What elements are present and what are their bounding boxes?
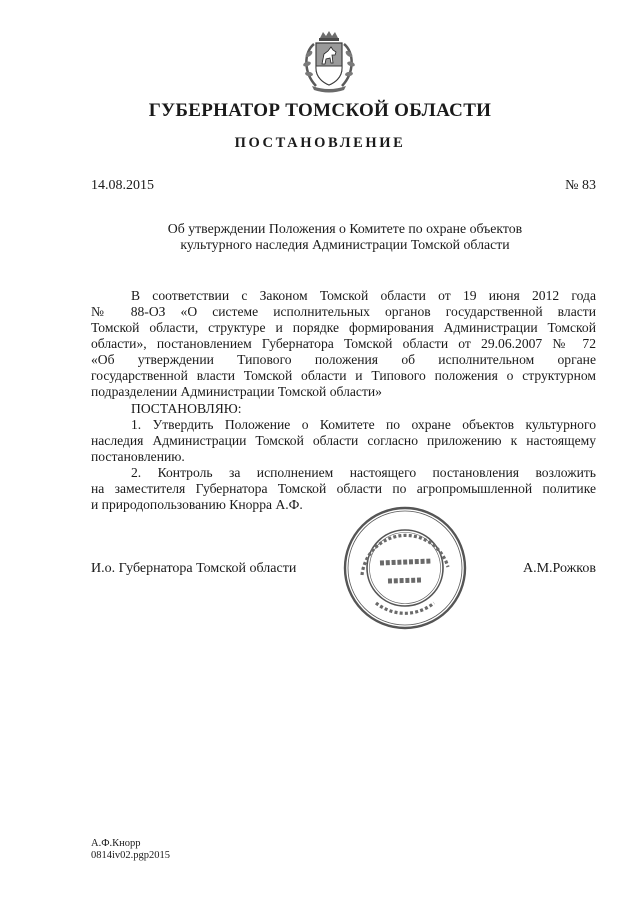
coat-of-arms-icon [300, 30, 358, 94]
signatory-title: И.о. Губернатора Томской области [91, 561, 297, 576]
file-code: 0814iv02.pgp2015 [91, 850, 171, 861]
subject-line: культурного наследия Администрации Томской области [180, 237, 510, 252]
item-line: 2. Контроль за исполнением настоящего постановления возложить [131, 465, 596, 480]
executor-name: А.Ф.Кнорр [91, 838, 141, 849]
preamble-paragraph [91, 288, 596, 400]
item-line: и природопользованию Кнорра А.Ф. [91, 497, 303, 512]
document-type-heading: ПОСТАНОВЛЕНИЕ [234, 135, 406, 151]
preamble-line: «Об утверждении Типового положения об исполнительном органе [91, 352, 596, 367]
document-date: 14.08.2015 [91, 178, 154, 193]
round-stamp-icon [342, 505, 468, 631]
preamble-line: области», постановлением Губернатора Томской области от 29.06.2007 № 72 [91, 336, 596, 351]
item-line: постановлению. [91, 449, 185, 464]
item-line: на заместителя Губернатора Томской области по агропромышленной политике [91, 481, 596, 496]
document-number: № 83 [565, 178, 596, 193]
item-line: 1. Утвердить Положение о Комитете по охране объектов культурного [131, 417, 596, 432]
preamble-line: подразделении Администрации Томской области» [91, 384, 382, 399]
issuing-authority-heading: ГУБЕРНАТОР ТОМСКОЙ ОБЛАСТИ [148, 100, 492, 121]
preamble-line: государственной власти Томской области и Типового положения о структурном [91, 368, 596, 383]
preamble-line: Томской области, структуре и порядке формирования Администрации Томской [91, 320, 596, 335]
item-line: наследия Администрации Томской области согласно приложению к настоящему [91, 433, 596, 448]
decree-word: ПОСТАНОВЛЯЮ: [131, 401, 242, 416]
document-subject [90, 221, 600, 253]
preamble-line: № 88-ОЗ «О системе исполнительных органов государственной власти [91, 304, 596, 319]
signatory-name: А.М.Рожков [522, 561, 596, 576]
executor-footer [91, 838, 170, 862]
decree-item-1 [91, 417, 596, 465]
preamble-line: В соответствии с Законом Томской области от 19 июня 2012 года [131, 288, 596, 303]
subject-line: Об утверждении Положения о Комитете по охране объектов [167, 221, 523, 236]
